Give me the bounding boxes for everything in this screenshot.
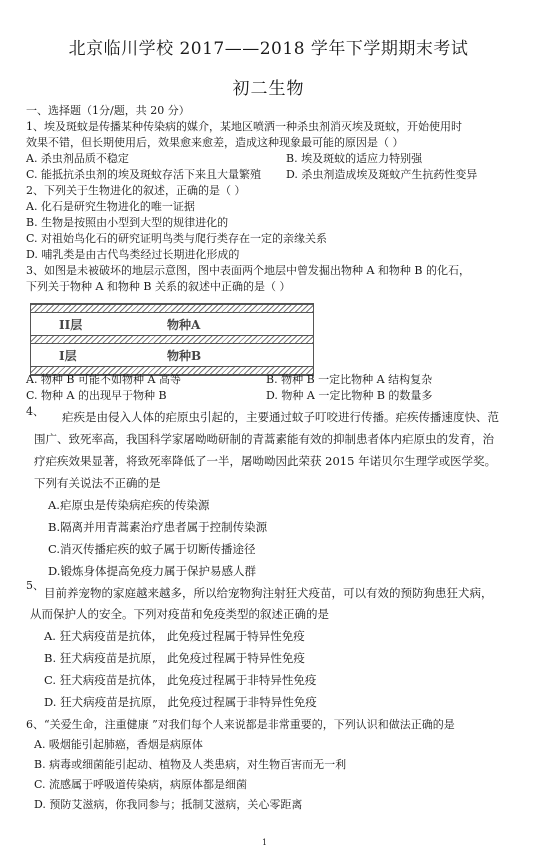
q6-option-c: C. 流感属于呼吸道传染病，病原体都是细菌 <box>34 778 248 791</box>
layer-2-label: II层 <box>59 318 83 332</box>
stratum-layer-2 <box>31 313 313 335</box>
q4-option-b: B.隔离并用青蒿素治疗患者属于控制传染源 <box>48 520 268 534</box>
q5-option-c: C. 狂犬病疫苗是抗体， 此免疫过程属于非特异性免疫 <box>44 673 317 687</box>
q4-number: 4、 <box>26 405 44 418</box>
q1-option-a: A. 杀虫剂品质不稳定 <box>26 152 129 165</box>
stratum-layer-1 <box>31 344 313 366</box>
q3-stem-line2: 下列关于物种 A 和物种 B 关系的叙述中正确的是（ ） <box>26 280 291 293</box>
q3-stem-line1: 3、如图是未被破坏的地层示意图，图中表面两个地层中曾发掘出物种 A 和物种 B 的化石， <box>26 264 471 277</box>
q5-para-line1: 目前养宠物的家庭越来越多，所以给宠物狗注射狂犬疫苗，可以有效的预防狗患狂犬病， <box>44 586 493 600</box>
hatch-band-middle <box>31 335 313 344</box>
q2-option-d: D. 哺乳类是由古代鸟类经过长期进化形成的 <box>26 248 240 261</box>
page-number: 1 <box>262 838 268 847</box>
q6-option-a: A. 吸烟能引起肺癌，香烟是病原体 <box>34 738 203 751</box>
hatch-band-top <box>31 304 313 313</box>
q1-option-c: C. 能抵抗杀虫剂的埃及斑蚊存活下来且大量繁殖 <box>26 168 262 181</box>
section-heading: 一、选择题（1分/题，共 20 分） <box>26 104 190 117</box>
q4-para-line1: 疟疾是由侵入人体的疟原虫引起的，主要通过蚊子叮咬进行传播。疟疾传播速度快、范 <box>62 410 499 424</box>
q5-para-line2: 从而保护人的安全。下列对疫苗和免疫类型的叙述正确的是 <box>30 607 329 621</box>
strata-figure <box>30 303 314 376</box>
q1-stem-line2: 效果不错，但长期使用后，效果愈来愈差，造成这种现象最可能的原因是（ ） <box>26 136 404 149</box>
q3-option-d: D. 物种 A 一定比物种 B 的数量多 <box>266 389 433 402</box>
q5-option-b: B. 狂犬病疫苗是抗原， 此免疫过程属于特异性免疫 <box>44 651 305 665</box>
q5-option-d: D. 狂犬病疫苗是抗原， 此免疫过程属于非特异性免疫 <box>44 695 317 709</box>
q4-option-a: A.疟原虫是传染病疟疾的传染源 <box>48 498 210 512</box>
layer-2-species: 物种A <box>167 318 201 332</box>
q2-option-b: B. 生物是按照由小型到大型的规律进化的 <box>26 216 229 229</box>
exam-subtitle: 初二生物 <box>232 79 305 99</box>
q3-option-a: A. 物种 B 可能不如物种 A 高等 <box>26 373 181 386</box>
q2-stem: 2、下列关于生物进化的叙述，正确的是（ ） <box>26 184 246 197</box>
layer-1-species: 物种B <box>167 349 202 363</box>
q1-option-d: D. 杀虫剂造成埃及斑蚊产生抗药性变异 <box>286 168 478 181</box>
q2-option-a: A. 化石是研究生物进化的唯一证据 <box>26 200 195 213</box>
q1-stem-line1: 1、埃及斑蚊是传播某种传染病的媒介，某地区喷洒一种杀虫剂消灭埃及斑蚊，开始使用时 <box>26 120 462 133</box>
layer-1-label: I层 <box>59 349 77 363</box>
q4-option-c: C.消灭传播疟疾的蚊子属于切断传播途径 <box>48 542 256 556</box>
q6-stem: 6、“关爱生命，注重健康 ”对我们每个人来说都是非常重要的，下列认识和做法正确的是 <box>26 718 455 731</box>
q5-option-a: A. 狂犬病疫苗是抗体， 此免疫过程属于特异性免疫 <box>44 629 305 643</box>
exam-title: 北京临川学校 2017——2018 学年下学期期末考试 <box>68 39 469 59</box>
q6-option-b: B. 病毒或细菌能引起动、植物及人类患病，对生物百害而无一利 <box>34 758 347 771</box>
q3-option-b: B. 物种 B 一定比物种 A 结构复杂 <box>266 373 433 386</box>
q1-option-b: B. 埃及斑蚊的适应力特别强 <box>286 152 423 165</box>
q4-option-d: D.锻炼身体提高免疫力属于保护易感人群 <box>48 564 256 578</box>
q4-question: 下列有关说法不正确的是 <box>34 476 161 490</box>
q4-para-line3: 疗疟疾效果显著，将致死率降低了一半，屠呦呦因此荣获 2015 年诺贝尔生理学或医学奖。 <box>34 454 497 468</box>
q4-para-line2: 围广、致死率高，我国科学家屠呦呦研制的青蒿素能有效的抑制患者体内疟原虫的发育，治 <box>34 432 494 446</box>
q5-number: 5、 <box>26 579 44 592</box>
q6-option-d: D. 预防艾滋病，你我同参与；抵制艾滋病，关心零距离 <box>34 798 303 811</box>
q3-option-c: C. 物种 A 的出现早于物种 B <box>26 389 167 402</box>
q2-option-c: C. 对祖始鸟化石的研究证明鸟类与爬行类存在一定的亲缘关系 <box>26 232 328 245</box>
